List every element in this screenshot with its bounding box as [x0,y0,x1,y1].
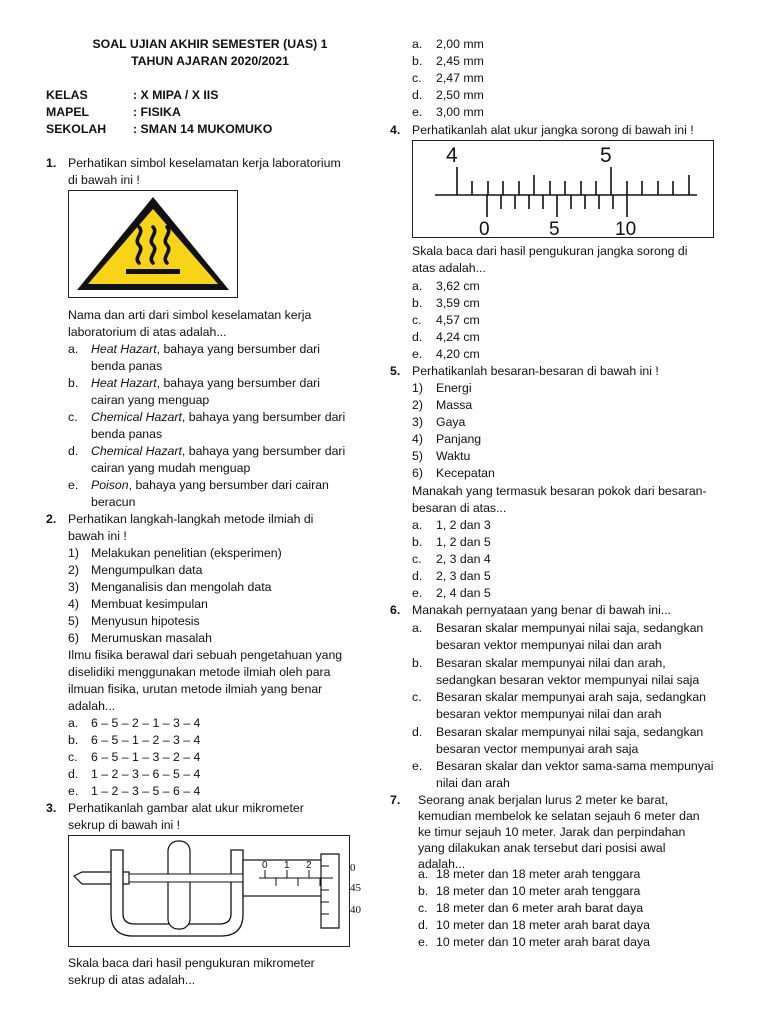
q3-stem-line1: Perhatikanlah gambar alat ukur mikrometer [68,801,304,815]
label-kelas: KELAS [46,88,88,102]
q2-step-4: Membuat kesimpulan [91,597,208,611]
micrometer-thimble-label-40: 40 [350,904,361,916]
q1-option-e-term: Poison [91,478,129,492]
q7-option-c: 18 meter dan 6 meter arah barat daya [436,901,644,915]
q5-stem: Perhatikanlah besaran-besaran di bawah ini ! [412,364,659,378]
caliper-vernier-label-5: 5 [549,219,560,237]
heat-hazard-figure [68,190,238,298]
q7-number: 7. [390,793,401,807]
value-mapel: : FISIKA [133,105,181,119]
q6-option-b-line2: sedangkan besaran vektor mempunyai nilai saja [436,673,700,687]
q3-question-line2: sekrup di atas adalah... [68,973,196,987]
q1-option-c-term: Chemical Hazart [91,410,182,424]
q5-option-c-letter: c. [412,552,422,566]
q6-option-c-line2: besaran vektor mempunyai nilai dan arah [436,707,662,721]
q5-item-1-number: 1) [412,381,423,395]
q2-stem-line1: Perhatikan langkah-langkah metode ilmiah di [68,512,314,526]
q5-item-5-number: 5) [412,449,423,463]
q1-option-b-line2: cairan yang menguap [91,393,210,407]
label-mapel: MAPEL [46,105,90,119]
q4-question-line1: Skala baca dari hasil pengukuran jangka sorong di [412,244,688,258]
q1-option-c-line2: benda panas [91,427,163,441]
micrometer-screw-gauge-drawing [69,836,349,946]
q2-stem-line2: bawah ini ! [68,529,127,543]
q5-item-4: Panjang [436,432,482,446]
q2-question-line3: ilmuan fisika, urutan metode ilmiah yang benar [68,682,323,696]
q5-option-e-letter: e. [412,586,423,600]
q2-option-b: 6 – 5 – 1 – 2 – 3 – 4 [91,733,201,747]
q1-stem-line1: Perhatikan simbol keselamatan kerja laboratorium [68,156,341,170]
q6-option-b-letter: b. [412,656,423,670]
q2-option-e-letter: e. [68,784,79,798]
q5-item-6: Kecepatan [436,466,495,480]
q3-option-a: 2,00 mm [436,37,484,51]
q6-option-c-letter: c. [412,690,422,704]
q3-option-b-letter: b. [412,54,423,68]
q2-step-6: Merumuskan masalah [91,631,212,645]
q2-question-line4: adalah... [68,699,116,713]
q6-option-d-line1: Besaran skalar mempunyai nilai saja, sedangkan [436,725,704,739]
q4-option-b: 3,59 cm [436,296,480,310]
q1-option-c-text: , bahaya yang bersumber dari [181,410,346,424]
q7-option-a: 18 meter dan 18 meter arah tenggara [436,867,641,881]
q1-option-c [91,409,345,426]
q5-option-d-letter: d. [412,569,423,583]
q4-number: 4. [390,123,401,137]
q5-option-a-letter: a. [412,518,423,532]
q1-option-a-text: , bahaya yang bersumber dari [156,342,320,356]
q6-option-c-line1: Besaran skalar mempunyai arah saja, sedangkan [436,690,707,704]
caliper-main-label-5: 5 [600,144,612,167]
q1-option-b-letter: b. [68,376,79,390]
q1-option-a-line2: benda panas [91,359,163,373]
q3-option-c: 2,47 mm [436,71,484,85]
q4-option-e: 4,20 cm [436,347,480,361]
q7-option-e-letter: e. [418,935,429,949]
q5-number: 5. [390,364,401,378]
q5-item-6-number: 6) [412,466,423,480]
q2-number: 2. [46,512,57,526]
q1-option-e-letter: e. [68,478,79,492]
q5-question-line2: besaran di atas... [412,501,507,515]
q5-item-1: Energi [436,381,472,395]
vernier-caliper-scale-drawing [413,141,713,237]
q6-option-a-line1: Besaran skalar mempunyai nilai saja, sedangkan [436,621,704,635]
q1-option-d [91,443,345,460]
q1-option-b-text: , bahaya yang bersumber dari [156,376,320,390]
q4-stem: Perhatikanlah alat ukur jangka sorong di bawah ini ! [412,123,694,137]
q6-option-a-letter: a. [412,621,423,635]
label-sekolah: SEKOLAH [46,122,107,136]
q2-option-b-letter: b. [68,733,79,747]
q2-question-line1: Ilmu fisika berawal dari sebuah pengetahuan yang [68,648,343,662]
q5-item-5: Waktu [436,449,471,463]
q1-stem-line2: di bawah ini ! [68,173,140,187]
q3-option-b: 2,45 mm [436,54,484,68]
q2-step-1-number: 1) [68,546,79,560]
q1-option-d-letter: d. [68,444,79,458]
q4-option-d: 4,24 cm [436,330,480,344]
value-sekolah: : SMAN 14 MUKOMUKO [133,122,273,136]
q1-option-e-line2: beracun [91,495,136,509]
q1-option-a-letter: a. [68,342,79,356]
q5-option-c: 2, 3 dan 4 [436,552,491,566]
caliper-vernier-label-0: 0 [479,219,490,237]
heat-hazard-warning-icon [69,191,237,297]
q3-stem-line2: sekrup di bawah ini ! [68,818,181,832]
document-subtitle: TAHUN AJARAN 2020/2021 [131,54,289,68]
q1-option-b [91,375,320,392]
q7-option-b-letter: b. [418,884,429,898]
q7-option-e: 10 meter dan 10 meter arah barat daya [436,935,650,949]
q1-number: 1. [46,156,57,170]
q3-option-d: 2,50 mm [436,88,484,102]
q4-option-b-letter: b. [412,296,423,310]
q6-option-e-line1: Besaran skalar dan vektor sama-sama mempunyai [436,759,714,773]
q7-stem-line3: ke timur sejauh 10 meter. Jarak dan perpindahan [418,825,686,839]
q4-option-a-letter: a. [412,279,423,293]
q6-option-e-letter: e. [412,759,423,773]
q7-option-d: 10 meter dan 18 meter arah barat daya [436,918,650,932]
q4-option-e-letter: e. [412,347,423,361]
q2-step-4-number: 4) [68,597,79,611]
q5-option-b-letter: b. [412,535,423,549]
q2-step-1: Melakukan penelitian (eksperimen) [91,546,282,560]
q1-option-d-text: , bahaya yang bersumber dari [181,444,346,458]
vernier-caliper-figure [412,140,714,238]
value-kelas: : X MIPA / X IIS [133,88,219,102]
micrometer-main-label-2: 2 [306,860,312,871]
q2-option-c-letter: c. [68,750,78,764]
q2-option-d-letter: d. [68,767,79,781]
q7-option-b: 18 meter dan 10 meter arah tenggara [436,884,641,898]
q1-option-e-text: , bahaya yang bersumber dari cairan [128,478,329,492]
q1-option-a [91,341,320,358]
q7-stem-line4: yang dilakukan anak tersebut dari posisi awal [418,841,666,855]
micrometer-thimble-label-45: 45 [350,882,361,894]
q6-stem: Manakah pernyataan yang benar di bawah ini... [412,603,672,617]
q5-option-a: 1, 2 dan 3 [436,518,491,532]
caliper-main-label-4: 4 [446,144,458,167]
q1-option-a-term: Heat Hazart [91,342,157,356]
q1-option-c-letter: c. [68,410,78,424]
q1-option-d-line2: cairan yang mudah menguap [91,461,251,475]
q6-option-d-letter: d. [412,725,423,739]
q1-option-e [91,477,329,494]
q4-option-c: 4,57 cm [436,313,480,327]
q3-number: 3. [46,801,57,815]
q7-option-a-letter: a. [418,867,429,881]
q3-option-e-letter: e. [412,105,423,119]
q5-question-line1: Manakah yang termasuk besaran pokok dari besaran- [412,484,707,498]
q2-option-e: 1 – 2 – 3 – 5 – 6 – 4 [91,784,201,798]
q2-step-5: Menyusun hipotesis [91,614,200,628]
q5-item-3-number: 3) [412,415,423,429]
q7-stem-line1: Seorang anak berjalan lurus 2 meter ke barat, [418,793,669,807]
micrometer-main-label-0: 0 [262,860,268,871]
q7-option-d-letter: d. [418,918,429,932]
q5-option-b: 1, 2 dan 5 [436,535,491,549]
q2-step-2: Mengumpulkan data [91,563,203,577]
q4-question-line2: atas adalah... [412,261,486,275]
q3-option-d-letter: d. [412,88,423,102]
q3-option-a-letter: a. [412,37,423,51]
q7-stem-line2: kemudian membelok ke selatan sejauh 6 meter dan [418,809,700,823]
q2-step-6-number: 6) [68,631,79,645]
q2-option-c: 6 – 5 – 1 – 3 – 2 – 4 [91,750,201,764]
document-title: SOAL UJIAN AKHIR SEMESTER (UAS) 1 [92,37,328,51]
q5-item-2: Massa [436,398,473,412]
q2-step-3-number: 3) [68,580,79,594]
q7-stem-line5: adalah... [418,857,466,871]
q2-question-line2: diselidiki menggunakan metode ilmiah oleh para [68,665,331,679]
q5-item-2-number: 2) [412,398,423,412]
q3-option-c-letter: c. [412,71,422,85]
q7-option-c-letter: c. [418,901,428,915]
q2-option-d: 1 – 2 – 3 – 6 – 5 – 4 [91,767,201,781]
q2-option-a: 6 – 5 – 2 – 1 – 3 – 4 [91,716,201,730]
q5-option-e: 2, 4 dan 5 [436,586,491,600]
q1-question-line2: laboratorium di atas adalah... [68,325,227,339]
q4-option-c-letter: c. [412,313,422,327]
q1-option-d-term: Chemical Hazart [91,444,182,458]
q2-option-a-letter: a. [68,716,79,730]
q4-option-a: 3,62 cm [436,279,480,293]
q6-number: 6. [390,603,401,617]
micrometer-figure [68,835,350,947]
q6-option-b-line1: Besaran skalar mempunyai nilai dan arah, [436,656,666,670]
q2-step-3: Menganalisis dan mengolah data [91,580,272,594]
q6-option-d-line2: besaran vector mempunyai arah saja [436,742,639,756]
q1-question-line1: Nama dan arti dari simbol keselamatan kerja [68,308,312,322]
q5-item-4-number: 4) [412,432,423,446]
micrometer-main-label-1: 1 [284,860,290,871]
q1-option-b-term: Heat Hazart [91,376,157,390]
q6-option-a-line2: besaran vektor mempunyai nilai dan arah [436,638,662,652]
q5-item-3: Gaya [436,415,466,429]
q5-option-d: 2, 3 dan 5 [436,569,491,583]
q3-question-line1: Skala baca dari hasil pengukuran mikrometer [68,956,315,970]
q3-option-e: 3,00 mm [436,105,484,119]
micrometer-thimble-label-0: 0 [350,862,356,874]
q6-option-e-line2: nilai dan arah [436,776,510,790]
q2-step-2-number: 2) [68,563,79,577]
q2-step-5-number: 5) [68,614,79,628]
caliper-vernier-label-10: 10 [615,219,637,237]
q4-option-d-letter: d. [412,330,423,344]
